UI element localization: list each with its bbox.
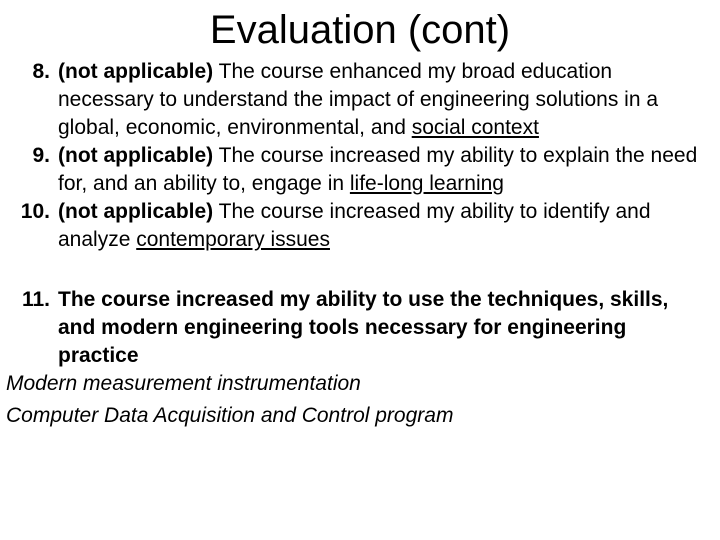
list-item-8 — [6, 58, 706, 142]
item-number: 9. — [32, 144, 50, 167]
underlined-term: social context — [411, 116, 539, 139]
list-item-11 — [6, 286, 706, 370]
item-text — [58, 142, 706, 198]
item-text-main: The course enhanced my broad education necessary to understand the impact of engineering solutions in a global, economic, environmental, and — [58, 60, 659, 139]
item-number: 10. — [20, 200, 50, 223]
not-applicable-label: (not applicable) — [58, 60, 214, 83]
item-text-main: The course increased my ability to identify and analyze — [58, 200, 651, 251]
item-text — [58, 198, 706, 254]
item-text-main: The course increased my ability to explain the need for, and an ability to, engage in — [58, 144, 698, 195]
underlined-term: life-long learning — [349, 172, 504, 195]
item-text — [58, 58, 706, 142]
item-number: 8. — [32, 60, 50, 83]
note-line-1: Modern measurement instrumentation — [6, 372, 361, 395]
underlined-term: contemporary issues — [136, 228, 330, 251]
note-line-2: Computer Data Acquisition and Control program — [6, 404, 454, 427]
not-applicable-label: (not applicable) — [58, 144, 214, 167]
item-text: The course increased my ability to use the techniques, skills, and modern engineering tools necessary for engineering practice — [58, 288, 669, 367]
list-item-10 — [6, 198, 706, 254]
not-applicable-label: (not applicable) — [58, 200, 214, 223]
list-item-9 — [6, 142, 706, 198]
item-number: 11. — [21, 288, 50, 311]
slide-title: Evaluation (cont) — [209, 8, 511, 52]
